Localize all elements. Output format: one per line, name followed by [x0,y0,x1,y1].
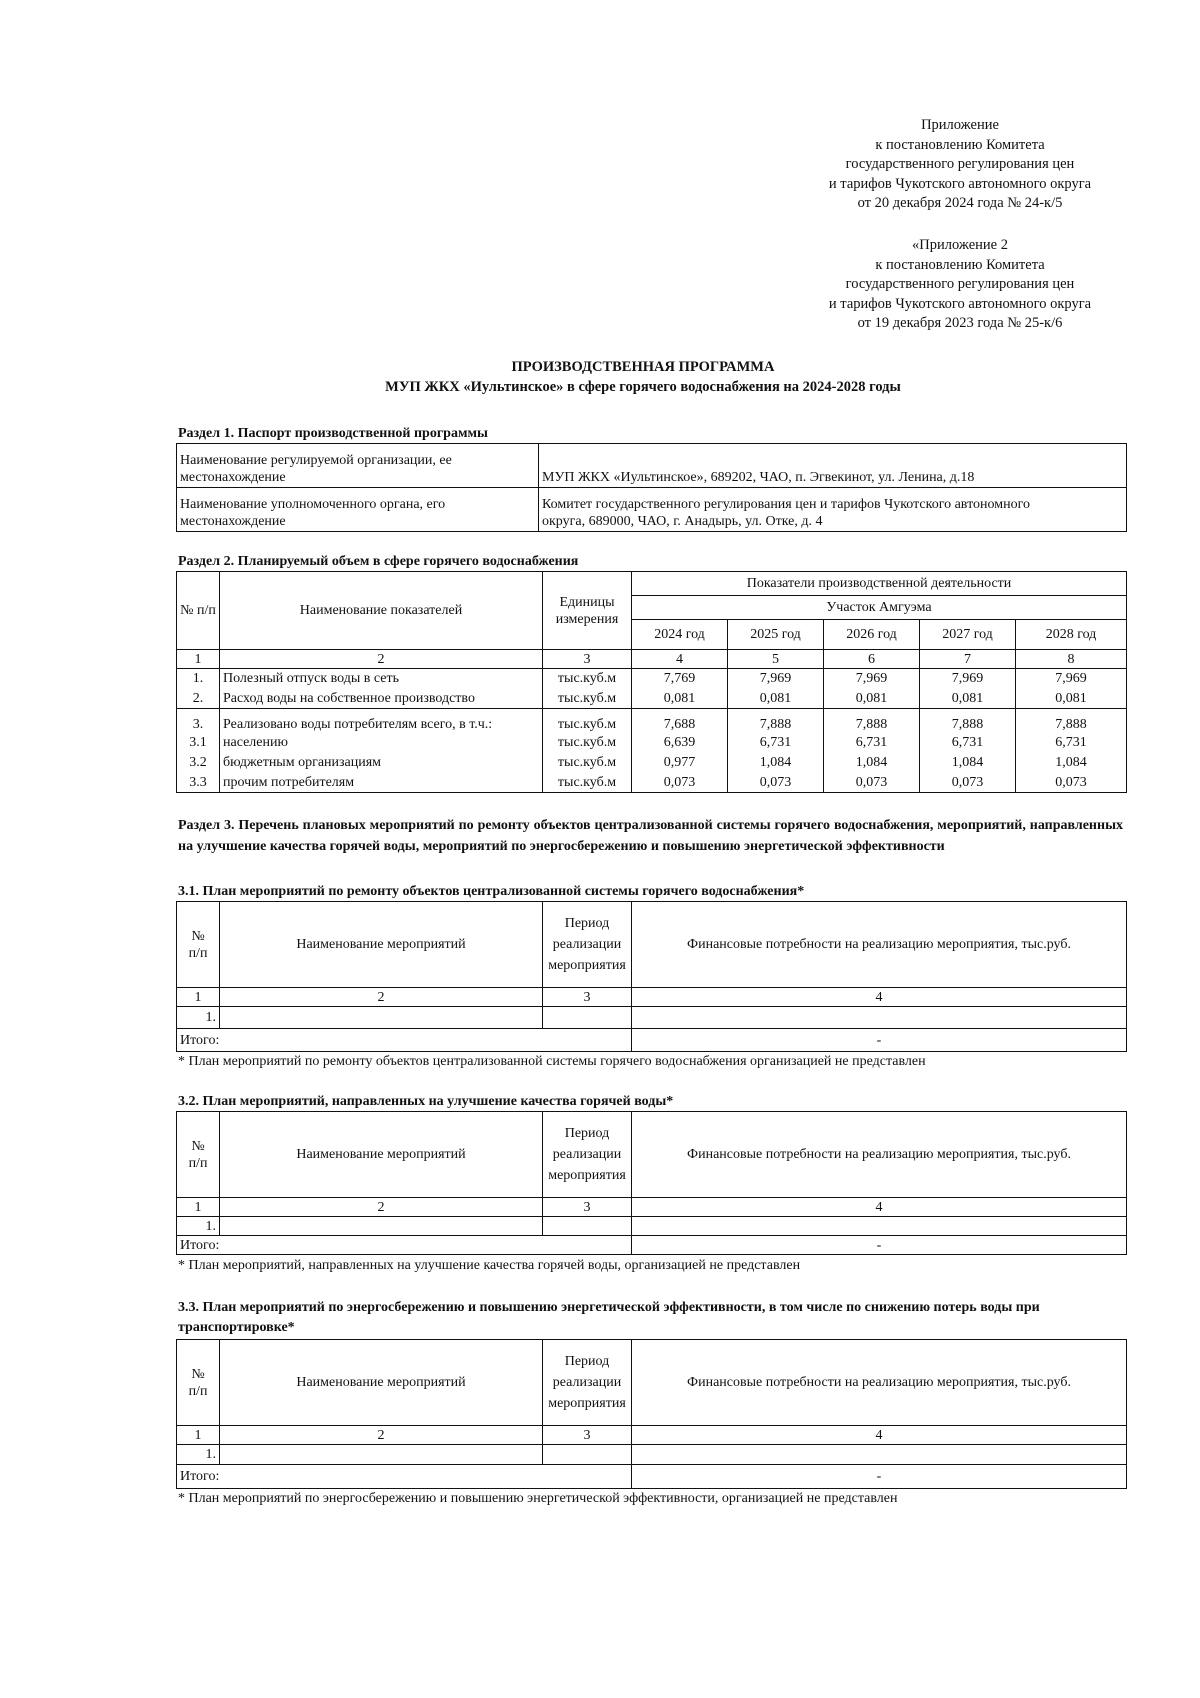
row-value: 0,081 [1016,689,1127,709]
row-num: 1. [177,1217,220,1236]
appendix2-line: «Приложение 2 [912,237,1008,253]
finance-header: Финансовые потребности на реализацию мероприятия, тыс.руб. [632,1340,1127,1426]
total-label: Итого: [177,1029,632,1052]
row-value: 7,969 [1016,669,1127,689]
row-value: 1,084 [728,753,824,773]
program-subtitle: МУП ЖКХ «Иультинское» в сфере горячего водоснабжения на 2024-2028 годы [385,379,901,395]
num-header [177,902,220,988]
row-num: 2. [177,689,220,709]
passport-label: местонахождение [180,470,286,485]
row-num: 3.1 [177,733,220,753]
row-value: 6,639 [632,733,728,753]
row-value: 0,073 [920,773,1016,793]
appendix-block [780,116,1140,214]
row-name: бюджетным организациям [220,753,543,773]
period-header-text: Период [564,1126,610,1141]
plan33-heading: 3.3. План мероприятий по энергосбережению и повышению энергетической эффективности, в том числе по снижению потерь воды при транспортировке* [178,1300,1040,1335]
index-cell: 5 [728,650,824,669]
index-row [177,650,1127,669]
num-header [177,1340,220,1426]
row-value: 6,731 [728,733,824,753]
row-value: 0,977 [632,753,728,773]
index-cell: 3 [543,1198,632,1217]
row-name: Полезный отпуск воды в сеть [220,669,543,689]
row-value: 0,081 [632,689,728,709]
row-value: 7,888 [1016,709,1127,733]
finance-header: Финансовые потребности на реализацию мероприятия, тыс.руб. [632,902,1127,988]
row-unit: тыс.куб.м [543,669,632,689]
passport-label: Наименование уполномоченного органа, его [180,497,446,512]
row-value: 7,688 [632,709,728,733]
passport-row [177,488,1127,532]
empty-cell [632,1445,1127,1465]
row-value: 7,969 [920,669,1016,689]
section3-heading: Раздел 3. Перечень плановых мероприятий по ремонту объектов централизованной системы горячего водоснабжения, мероприятий, направленных на улучшение качества горячей воды, мероприятий по энергосбережению и повышению энергетической эффективности [178,818,1123,854]
row-unit: тыс.куб.м [543,773,632,793]
plan32-heading: 3.2. План мероприятий, направленных на улучшение качества горячей воды* [178,1094,674,1109]
total-label: Итого: [177,1236,632,1255]
row-num: 3. [177,709,220,733]
period-header-text: реализации [552,937,622,952]
period-header-text: мероприятия [548,958,626,973]
index-cell: 2 [220,650,543,669]
row-value: 0,073 [728,773,824,793]
appendix-line: от 20 декабря 2024 года № 24-к/5 [857,195,1063,212]
plan32-table [176,1111,1127,1255]
passport-table [176,443,1127,532]
row-value: 7,969 [728,669,824,689]
row-value: 7,769 [632,669,728,689]
row-value: 7,888 [728,709,824,733]
index-cell: 8 [1016,650,1127,669]
index-cell: 6 [824,650,920,669]
plan31-heading: 3.1. План мероприятий по ремонту объектов централизованной системы горячего водоснабжения* [178,884,805,899]
site-header: Участок Амгуэма [632,596,1127,620]
period-header-text: Период [564,1354,610,1369]
row-value: 0,073 [824,773,920,793]
year-header: 2025 год [728,620,824,650]
col-unit-header-text: Единицы [559,594,615,610]
row-value: 0,081 [920,689,1016,709]
section2-heading: Раздел 2. Планируемый объем в сфере горячего водоснабжения [178,554,579,569]
year-header: 2027 год [920,620,1016,650]
row-value: 0,073 [1016,773,1127,793]
program-title: ПРОИЗВОДСТВЕННАЯ ПРОГРАММА [511,359,775,375]
appendix-line: государственного регулирования цен [845,156,1075,173]
row-unit: тыс.куб.м [543,733,632,753]
row-name: Реализовано воды потребителям всего, в т.ч.: [220,709,543,733]
finance-header: Финансовые потребности на реализацию мероприятия, тыс.руб. [632,1112,1127,1198]
num-header-text: п/п [188,945,208,961]
row-value: 7,888 [824,709,920,733]
row-value: 6,731 [1016,733,1127,753]
passport-label-cell [177,444,539,488]
row-value: 0,081 [824,689,920,709]
row-value: 1,084 [920,753,1016,773]
passport-value-cell [539,488,1127,532]
row-name: прочим потребителям [220,773,543,793]
row-num: 1. [177,669,220,689]
volume-row [177,753,1127,773]
row-num: 3.3 [177,773,220,793]
row-value: 6,731 [824,733,920,753]
row-num: 1. [177,1445,220,1465]
row-name: Расход воды на собственное производство [220,689,543,709]
passport-label-cell [177,488,539,532]
col-num-header: № п/п [177,572,220,650]
empty-cell [632,1007,1127,1029]
period-header [543,1340,632,1426]
name-header: Наименование мероприятий [220,902,543,988]
index-cell: 4 [632,988,1127,1007]
plan32-note: * План мероприятий, направленных на улучшение качества горячей воды, организацией не представлен [178,1258,801,1273]
index-cell: 7 [920,650,1016,669]
empty-cell [543,1007,632,1029]
period-header-text: мероприятия [548,1396,626,1411]
row-num: 1. [177,1007,220,1029]
volume-row [177,669,1127,689]
passport-row [177,444,1127,488]
empty-cell [632,1217,1127,1236]
row-unit: тыс.куб.м [543,689,632,709]
index-cell: 4 [632,1426,1127,1445]
empty-cell [220,1007,543,1029]
total-value: - [632,1465,1127,1489]
total-value: - [632,1236,1127,1255]
period-header-text: реализации [552,1375,622,1390]
index-cell: 1 [177,988,220,1007]
plan33-note: * План мероприятий по энергосбережению и повышению энергетической эффективности, организацией не представлен [178,1491,898,1506]
appendix-line: и тарифов Чукотского автономного округа [828,175,1092,192]
period-header [543,902,632,988]
appendix2-block [780,236,1140,334]
passport-label: местонахождение [180,514,286,529]
passport-value: Комитет государственного регулирования цен и тарифов Чукотского автономного [542,497,1030,512]
index-cell: 3 [543,650,632,669]
row-unit: тыс.куб.м [543,709,632,733]
empty-cell [220,1217,543,1236]
appendix-line: Приложение [921,117,999,133]
passport-value-cell [539,444,1127,488]
passport-label: Наименование регулируемой организации, ее [180,453,452,468]
num-header [177,1112,220,1198]
passport-value: округа, 689000, ЧАО, г. Анадырь, ул. Отке, д. 4 [542,514,823,529]
appendix2-line: государственного регулирования цен [845,276,1075,293]
year-header: 2028 год [1016,620,1127,650]
index-cell: 1 [177,1426,220,1445]
period-header [543,1112,632,1198]
index-cell: 3 [543,988,632,1007]
volume-row [177,689,1127,709]
section1-heading: Раздел 1. Паспорт производственной программы [178,426,488,441]
empty-cell [220,1445,543,1465]
row-value: 0,081 [728,689,824,709]
empty-cell [543,1445,632,1465]
row-value: 1,084 [824,753,920,773]
group-header: Показатели производственной деятельности [632,572,1127,596]
plan33-table [176,1339,1127,1489]
period-header-text: мероприятия [548,1168,626,1183]
index-cell: 2 [220,988,543,1007]
index-cell: 4 [632,650,728,669]
index-cell: 3 [543,1426,632,1445]
index-cell: 4 [632,1198,1127,1217]
volume-row [177,709,1127,733]
name-header: Наименование мероприятий [220,1112,543,1198]
row-value: 6,731 [920,733,1016,753]
row-num: 3.2 [177,753,220,773]
index-cell: 1 [177,1198,220,1217]
total-label: Итого: [177,1465,632,1489]
col-name-header: Наименование показателей [220,572,543,650]
row-value: 7,888 [920,709,1016,733]
index-cell: 2 [220,1198,543,1217]
appendix2-line: и тарифов Чукотского автономного округа [828,295,1092,312]
year-header: 2026 год [824,620,920,650]
plan31-table [176,901,1127,1052]
volume-row [177,773,1127,793]
passport-value: МУП ЖКХ «Иультинское», 689202, ЧАО, п. Эгвекинот, ул. Ленина, д.18 [542,470,975,485]
col-unit-header [543,572,632,650]
volume-row [177,733,1127,753]
total-value: - [632,1029,1127,1052]
row-name: населению [220,733,543,753]
index-cell: 2 [220,1426,543,1445]
appendix-line: к постановлению Комитета [875,136,1045,153]
num-header-text: № [191,1366,205,1382]
volume-rows [177,669,1127,793]
row-value: 7,969 [824,669,920,689]
row-value: 0,073 [632,773,728,793]
row-unit: тыс.куб.м [543,753,632,773]
plan31-note: * План мероприятий по ремонту объектов централизованной системы горячего водоснабжения организацией не представлен [178,1054,926,1069]
period-header-text: реализации [552,1147,622,1162]
volume-table [176,571,1127,793]
num-header-text: п/п [188,1383,208,1399]
year-header: 2024 год [632,620,728,650]
col-unit-header-text: измерения [555,611,619,627]
period-header-text: Период [564,916,610,931]
name-header: Наименование мероприятий [220,1340,543,1426]
num-header-text: № [191,928,205,944]
num-header-text: п/п [188,1155,208,1171]
index-cell: 1 [177,650,220,669]
empty-cell [543,1217,632,1236]
appendix2-line: к постановлению Комитета [875,256,1045,273]
num-header-text: № [191,1138,205,1154]
row-value: 1,084 [1016,753,1127,773]
appendix2-line: от 19 декабря 2023 года № 25-к/6 [857,315,1063,332]
